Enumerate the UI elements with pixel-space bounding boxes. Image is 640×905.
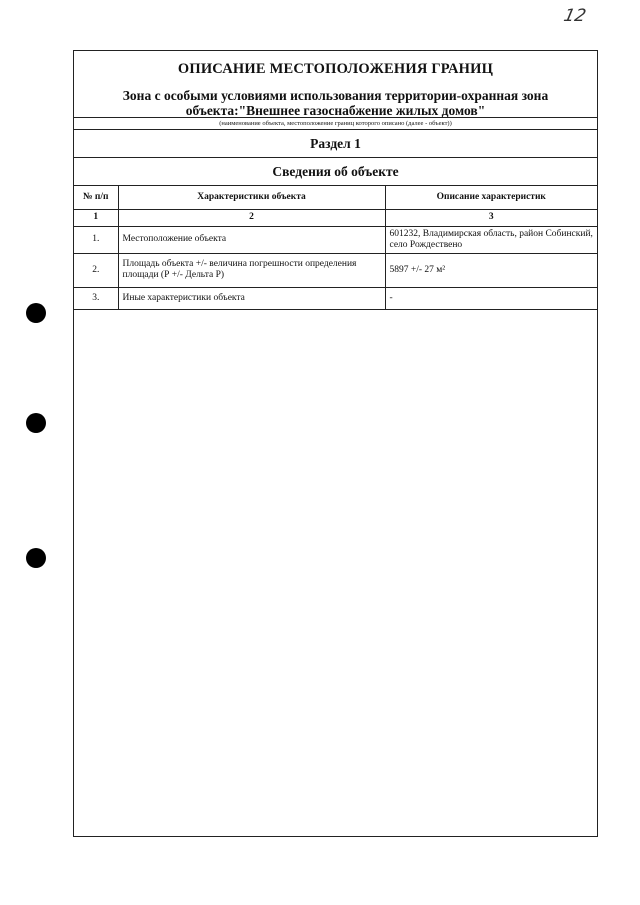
row-number: 1. — [74, 226, 118, 253]
row-characteristic: Местоположение объекта — [118, 226, 385, 253]
row-number: 3. — [74, 287, 118, 309]
column-header-description: Описание характеристик — [385, 186, 597, 209]
section-heading: Раздел 1 — [74, 130, 597, 158]
document-frame — [73, 50, 598, 837]
document-subtitle: Зона с особыми условиями использования территории-охранная зона объекта:"Внешнее газоснабжение жилых домов" — [122, 88, 549, 118]
column-header-characteristic: Характеристики объекта — [118, 186, 385, 209]
row-description: 5897 +/- 27 м² — [385, 253, 597, 287]
row-description: - — [385, 287, 597, 309]
column-index-row — [74, 209, 597, 226]
punch-hole — [26, 413, 46, 433]
title-block — [74, 51, 597, 118]
punch-hole — [26, 303, 46, 323]
table-row — [74, 253, 597, 287]
table-row — [74, 287, 597, 309]
table-row — [74, 226, 597, 253]
section-title: Сведения об объекте — [74, 158, 597, 186]
column-index: 1 — [74, 209, 118, 226]
column-index: 3 — [385, 209, 597, 226]
row-characteristic: Площадь объекта +/- величина погрешности определения площади (Р +/- Дельта Р) — [118, 253, 385, 287]
row-number: 2. — [74, 253, 118, 287]
object-info-table — [74, 186, 597, 310]
punch-hole — [26, 548, 46, 568]
document-title: ОПИСАНИЕ МЕСТОПОЛОЖЕНИЯ ГРАНИЦ — [177, 61, 494, 77]
page-number: 12 — [561, 6, 588, 26]
row-description: 601232, Владимирская область, район Собинский, село Рождествено — [385, 226, 597, 253]
column-header-number: № п/п — [74, 186, 118, 209]
row-characteristic: Иные характеристики объекта — [118, 287, 385, 309]
table-header-row — [74, 186, 597, 209]
column-index: 2 — [118, 209, 385, 226]
object-caption: (наименование объекта, местоположение границ которого описано (далее - объект)) — [74, 118, 597, 130]
